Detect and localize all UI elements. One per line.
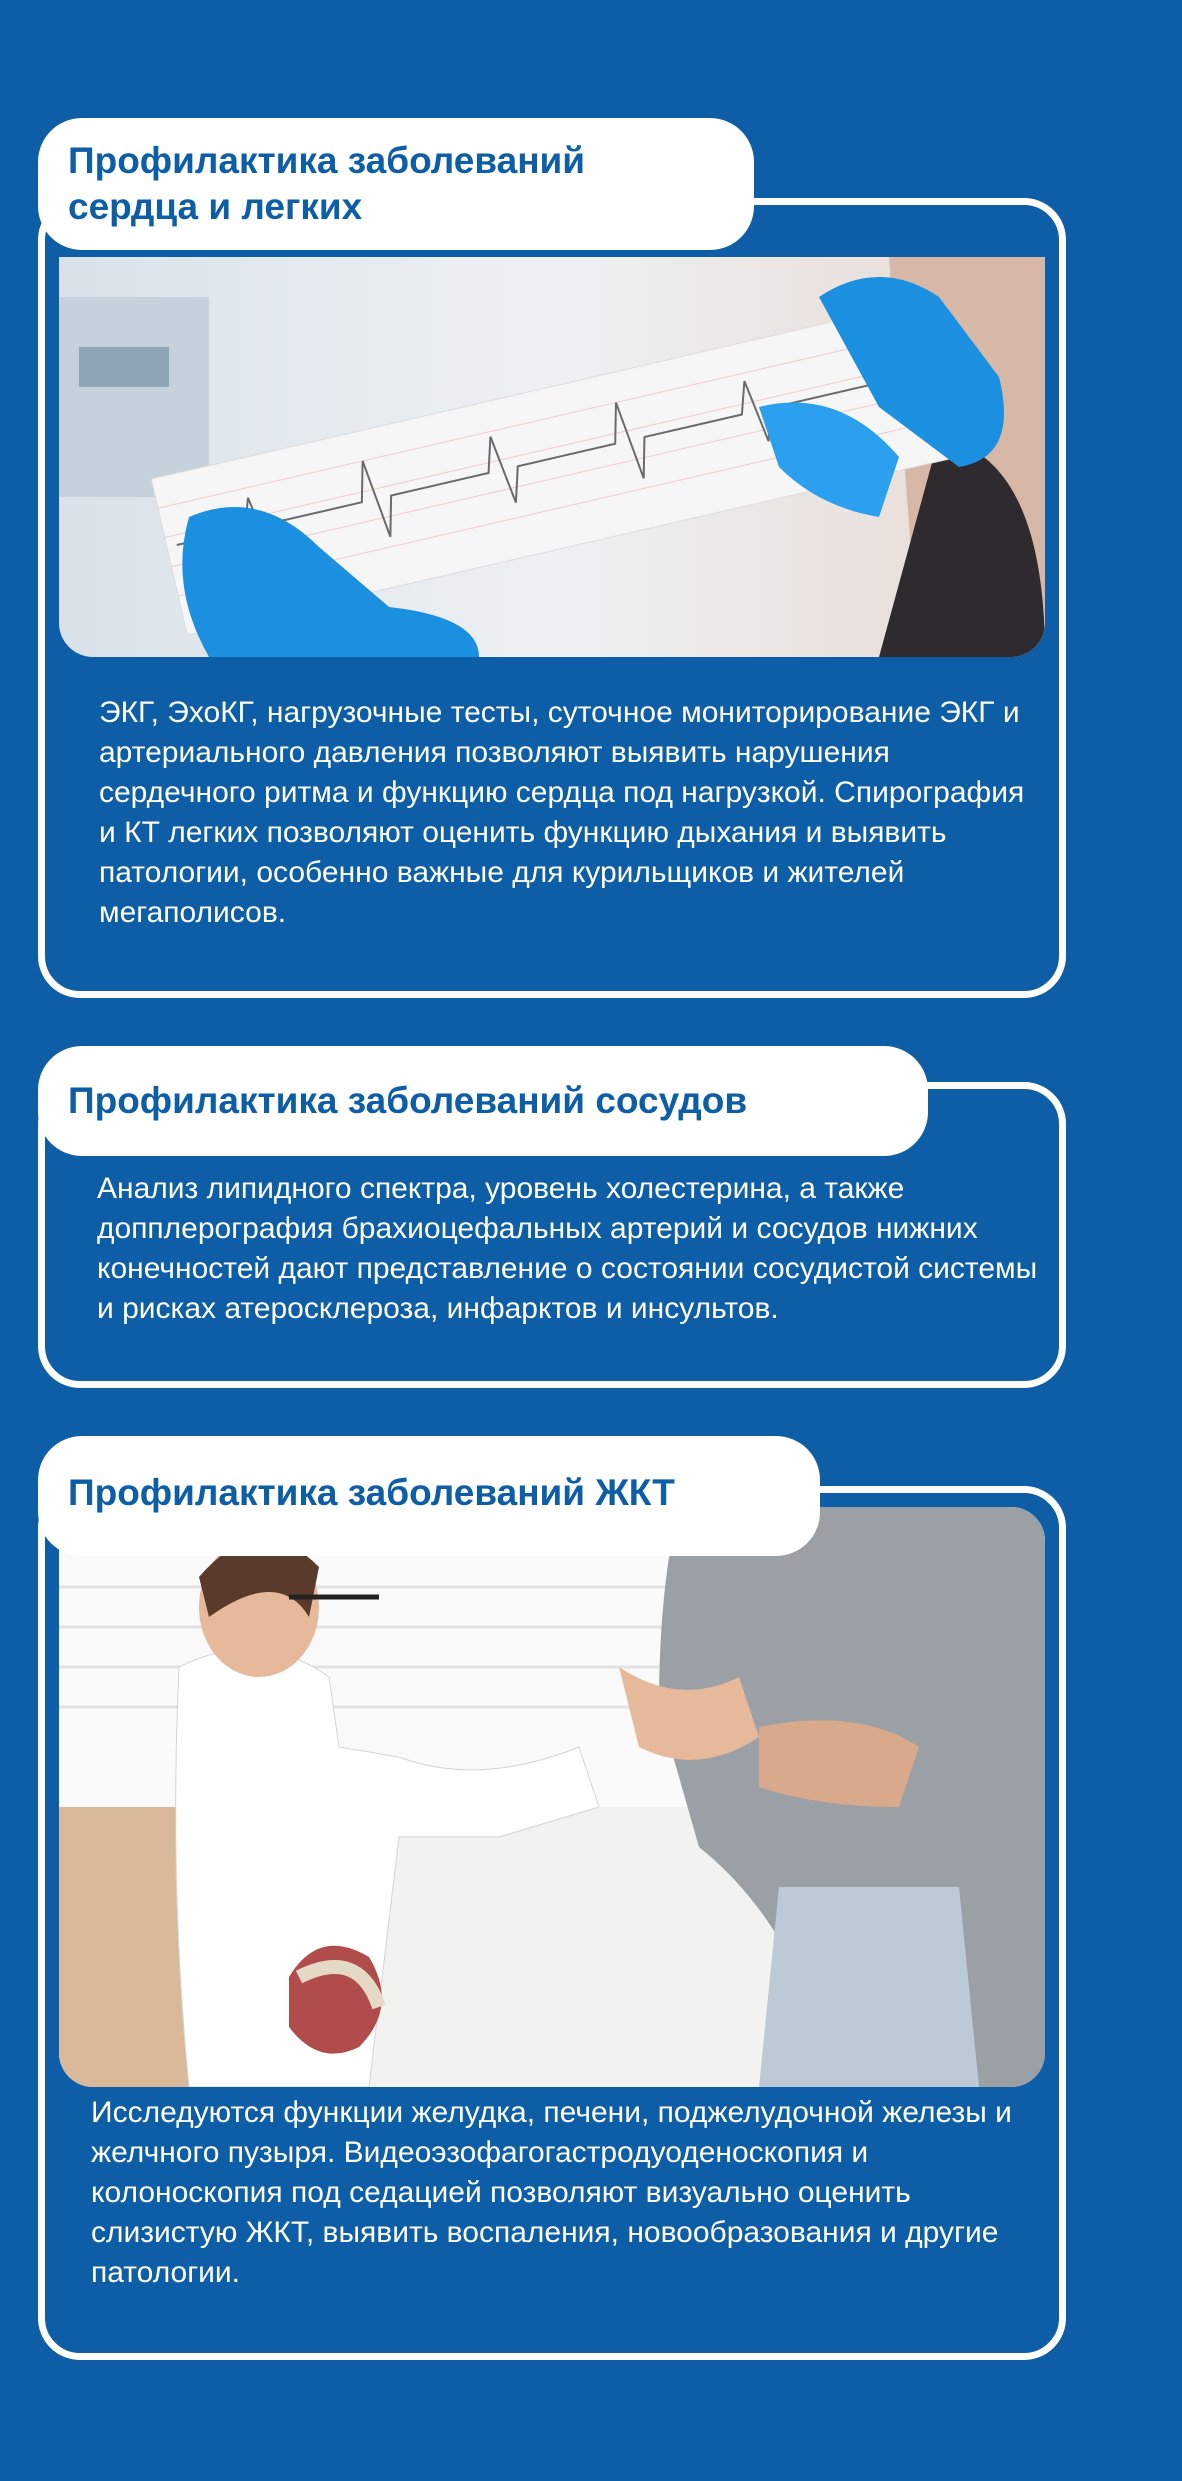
section-title-tab — [38, 118, 754, 250]
section-text: ЭКГ, ЭхоКГ, нагрузочные тесты, суточное мониторирование ЭКГ и артериального давления позволяют выявить нарушения сердечного ритма и функцию сердца под нагрузкой. Спирография и КТ легких позволяют оценить функцию дыхания и выявить патологии, особенно важные для курильщиков и жителей мегаполисов. — [99, 696, 1025, 929]
section-title-tab — [38, 1436, 820, 1556]
section-title: Профилактика заболеваний ЖКТ — [68, 1472, 675, 1513]
section-title: Профилактика заболеваний сердца и легких — [68, 140, 586, 227]
section-title-tab — [38, 1046, 928, 1156]
section-text: Анализ липидного спектра, уровень холестерина, а также допплерография брахиоцефальных артерий и сосудов нижних конечностей дают представление о состоянии сосудистой системы и рисках атеросклероза, инфарктов и инсультов. — [97, 1172, 1038, 1325]
section-card-gi-tract — [38, 1486, 1066, 2360]
ecg-strip-photo — [59, 257, 1045, 657]
section-card-heart-lungs — [38, 198, 1066, 998]
doctor-examining-patient-photo — [59, 1507, 1045, 2087]
section-title: Профилактика заболеваний сосудов — [68, 1080, 748, 1121]
section-text: Исследуются функции желудка, печени, поджелудочной железы и желчного пузыря. Видеоэзофагогастродуоденоскопия и колоноскопия под седацией позволяют визуально оценить слизистую ЖКТ, выявить воспаления, новообразования и другие патологии. — [91, 2096, 1012, 2289]
